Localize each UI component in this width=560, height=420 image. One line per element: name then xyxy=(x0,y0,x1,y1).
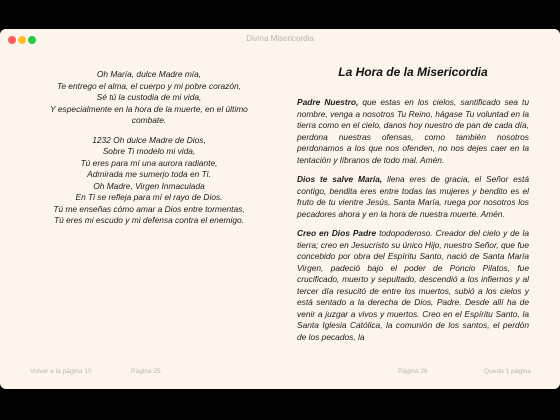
poem-line: Sobre Ti modelo mi vida, xyxy=(102,146,196,156)
right-page xyxy=(297,65,529,351)
prayer-paragraph xyxy=(297,97,529,166)
poem-line: Te entrego el alma, el cuerpo y mi pobre corazón, xyxy=(56,80,242,91)
poem-line: Tú eres para mí una aurora radiante, xyxy=(80,157,218,168)
poem-line: Oh María, dulce Madre mía, xyxy=(96,69,202,79)
left-page xyxy=(42,69,256,235)
poem-line: Y especialmente en la hora de la muerte, en el último xyxy=(50,103,248,114)
title-bar[interactable] xyxy=(0,29,560,51)
poem-line: Tú eres mi escudo y mi defensa contra el enemigo. xyxy=(54,215,244,225)
poem-stanza-2 xyxy=(42,135,256,227)
window-title: Divina Misericordia xyxy=(246,34,314,43)
prayer-title: Padre Nuestro, xyxy=(297,97,359,107)
poem-line: Tú me enseñas cómo amar a Dios entre tormentas, xyxy=(53,203,245,214)
prayer-text: llena eres de gracia, el Señor está contigo, bendita eres entre todas las mujeres y bendito es el fruto de tu vientre Jesús, Santa María, ruega por nosotros los pecadores ahora y en la hora de nuestra muerte. Amén. xyxy=(297,174,529,219)
prayer-paragraph xyxy=(297,174,529,220)
book-reader-window xyxy=(0,29,560,389)
prayer-title: Creo en Dios Padre xyxy=(297,228,377,238)
poem-line: Sé tú la custodia de mi vida, xyxy=(96,92,202,102)
poem-line: Oh Madre, Virgen Inmaculada xyxy=(93,180,205,191)
prayer-title: Dios te salve María, xyxy=(297,174,383,184)
right-page-number: Página 26 xyxy=(398,368,428,375)
back-to-page-link[interactable]: Volver a la página 10 xyxy=(30,368,92,375)
prayer-paragraph xyxy=(297,228,529,343)
pages-remaining: Queda 1 página xyxy=(484,368,531,375)
prayer-text: que estas en los cielos, santificado sea tu nombre, venga a nosotros Tu Reino, hágase Tu voluntad en la tierra como en el cielo, danos hoy nuestro de pan de cada día, perdona nuestras ofensas, como también nosotros perdonamos a los que nos ofenden, no nos dejes caer en la tentación y líbranos de todo mal. Amén. xyxy=(297,97,529,165)
left-page-number: Página 25 xyxy=(131,368,161,375)
poem-line: En Ti se refleja para mí el rayo de Dios. xyxy=(75,192,223,202)
poem-line: 1232 Oh dulce Madre de Dios, xyxy=(92,134,206,145)
poem-line: Admirada me sumerjo toda en Ti. xyxy=(87,169,211,179)
prayer-text: todopoderoso. Creador del cielo y de la tierra; creo en Jesucristo su único Hijo, nuestro Señor, que fue concebido por obra del Espíritu Santo, nació de Santa María Virgen, padeció bajo el poder de Poncio Pilatos, fue crucificado, muerto y sepultado, descendió a los infiernos y al tercer día resucitó de entre los muertos, subió a los cielos y está sentado a la derecha de Dios, Padre. Desde allí ha de venir a juzgar a vivos y muertos. Creo en el Espíritu Santo, la Santa Iglesia Católica, la comunión de los santos, el perdón de los pecados, la xyxy=(297,228,529,342)
chapter-heading: La Hora de la Misericordia xyxy=(338,65,488,79)
poem-line: combate. xyxy=(131,115,167,125)
poem-stanza-1 xyxy=(42,69,256,127)
